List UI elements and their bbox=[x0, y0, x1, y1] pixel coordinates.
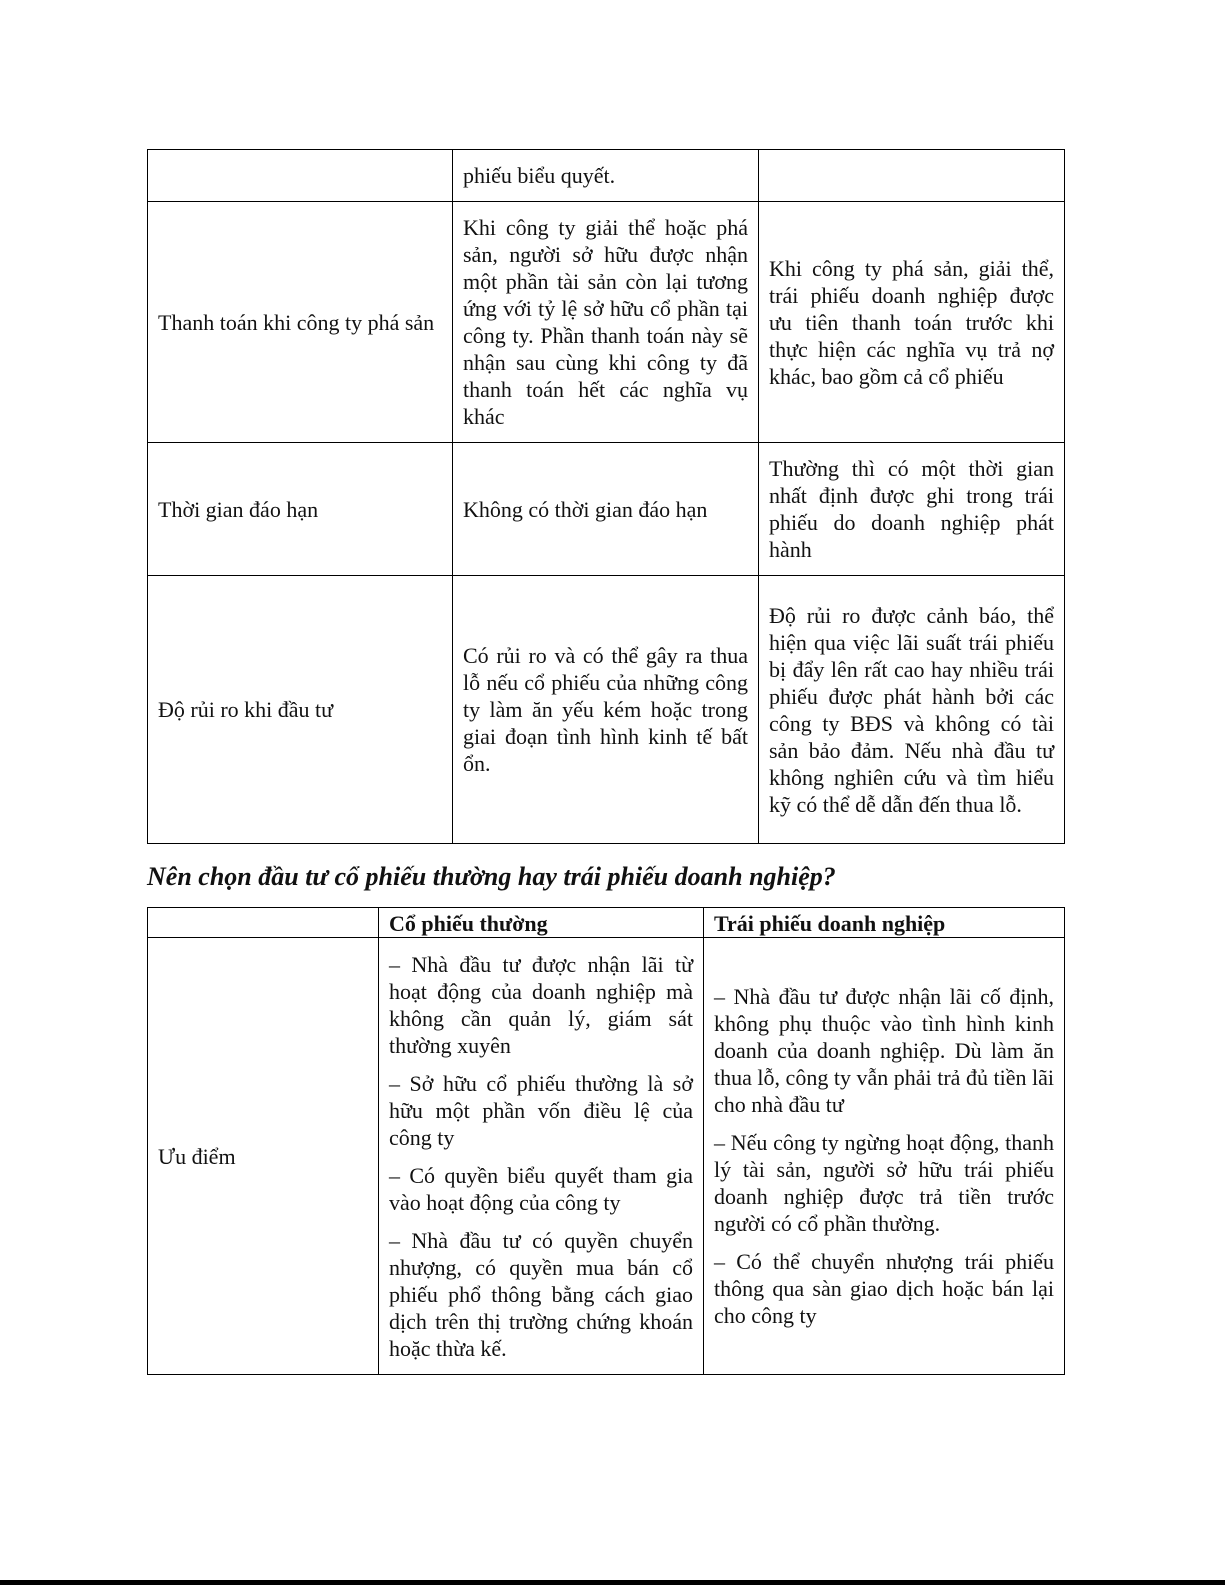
bond-cell: Độ rủi ro được cảnh báo, thể hiện qua việc lãi suất trái phiếu bị đẩy lên rất cao hay nhiều trái phiếu được phát hành bởi các công ty BĐS và không có tài sản bảo đảm. Nếu nhà đầu tư không nghiên cứu và tìm hiểu kỹ có thể dễ dẫn đến thua lỗ. bbox=[759, 576, 1065, 844]
table-row bbox=[148, 150, 1065, 202]
table-row bbox=[148, 938, 1065, 1375]
bond-cell bbox=[704, 938, 1065, 1375]
stock-cell: Có rủi ro và có thể gây ra thua lỗ nếu cổ phiếu của những công ty làm ăn yếu kém hoặc trong giai đoạn tình hình kinh tế bất ổn. bbox=[453, 576, 759, 844]
header-empty bbox=[148, 908, 379, 938]
advantages-table bbox=[147, 907, 1065, 1375]
section-heading: Nên chọn đầu tư cổ phiếu thường hay trái phiếu doanh nghiệp? bbox=[147, 862, 836, 891]
stock-cell: Khi công ty giải thể hoặc phá sản, người sở hữu được nhận một phần tài sản còn lại tương ứng với tỷ lệ sở hữu cổ phần tại công ty. Phần thanh toán này sẽ nhận sau cùng khi công ty đã thanh toán hết các nghĩa vụ khác bbox=[453, 202, 759, 443]
bond-cell bbox=[759, 150, 1065, 202]
row-label bbox=[148, 150, 453, 202]
header-bond: Trái phiếu doanh nghiệp bbox=[704, 908, 1065, 938]
table-row bbox=[148, 443, 1065, 576]
stock-point: – Có quyền biểu quyết tham gia vào hoạt động của công ty bbox=[389, 1162, 693, 1215]
stock-cell: phiếu biểu quyết. bbox=[453, 150, 759, 202]
stock-point: – Nhà đầu tư có quyền chuyển nhượng, có quyền mua bán cổ phiếu phổ thông bằng cách giao dịch trên thị trường chứng khoán hoặc thừa kế. bbox=[389, 1227, 693, 1361]
bond-point: – Nhà đầu tư được nhận lãi cố định, không phụ thuộc vào tình hình kinh doanh của doanh nghiệp. Dù làm ăn thua lỗ, công ty vẫn phải trả đủ tiền lãi cho nhà đầu tư bbox=[714, 984, 1054, 1117]
bond-cell: Khi công ty phá sản, giải thể, trái phiếu doanh nghiệp được ưu tiên thanh toán trước khi thực hiện các nghĩa vụ trả nợ khác, bao gồm cả cổ phiếu bbox=[759, 202, 1065, 443]
row-label: Độ rủi ro khi đầu tư bbox=[148, 576, 453, 844]
table-row bbox=[148, 576, 1065, 844]
header-stock: Cổ phiếu thường bbox=[379, 908, 704, 938]
table-header-row bbox=[148, 908, 1065, 938]
row-label: Ưu điểm bbox=[148, 938, 379, 1375]
page-bottom-rule bbox=[0, 1580, 1225, 1585]
comparison-table-continued bbox=[147, 149, 1065, 844]
stock-point: – Nhà đầu tư được nhận lãi từ hoạt động của doanh nghiệp mà không cần quản lý, giám sát thường xuyên bbox=[389, 951, 693, 1058]
stock-cell bbox=[379, 938, 704, 1375]
stock-point: – Sở hữu cổ phiếu thường là sở hữu một phần vốn điều lệ của công ty bbox=[389, 1070, 693, 1150]
row-label: Thời gian đáo hạn bbox=[148, 443, 453, 576]
bond-point: – Nếu công ty ngừng hoạt động, thanh lý tài sản, người sở hữu trái phiếu doanh nghiệp được trả tiền trước người có cổ phần thường. bbox=[714, 1130, 1054, 1236]
row-label: Thanh toán khi công ty phá sản bbox=[148, 202, 453, 443]
stock-cell: Không có thời gian đáo hạn bbox=[453, 443, 759, 576]
bond-point: – Có thể chuyển nhượng trái phiếu thông qua sàn giao dịch hoặc bán lại cho công ty bbox=[714, 1249, 1054, 1328]
table-row bbox=[148, 202, 1065, 443]
bond-cell: Thường thì có một thời gian nhất định được ghi trong trái phiếu do doanh nghiệp phát hành bbox=[759, 443, 1065, 576]
